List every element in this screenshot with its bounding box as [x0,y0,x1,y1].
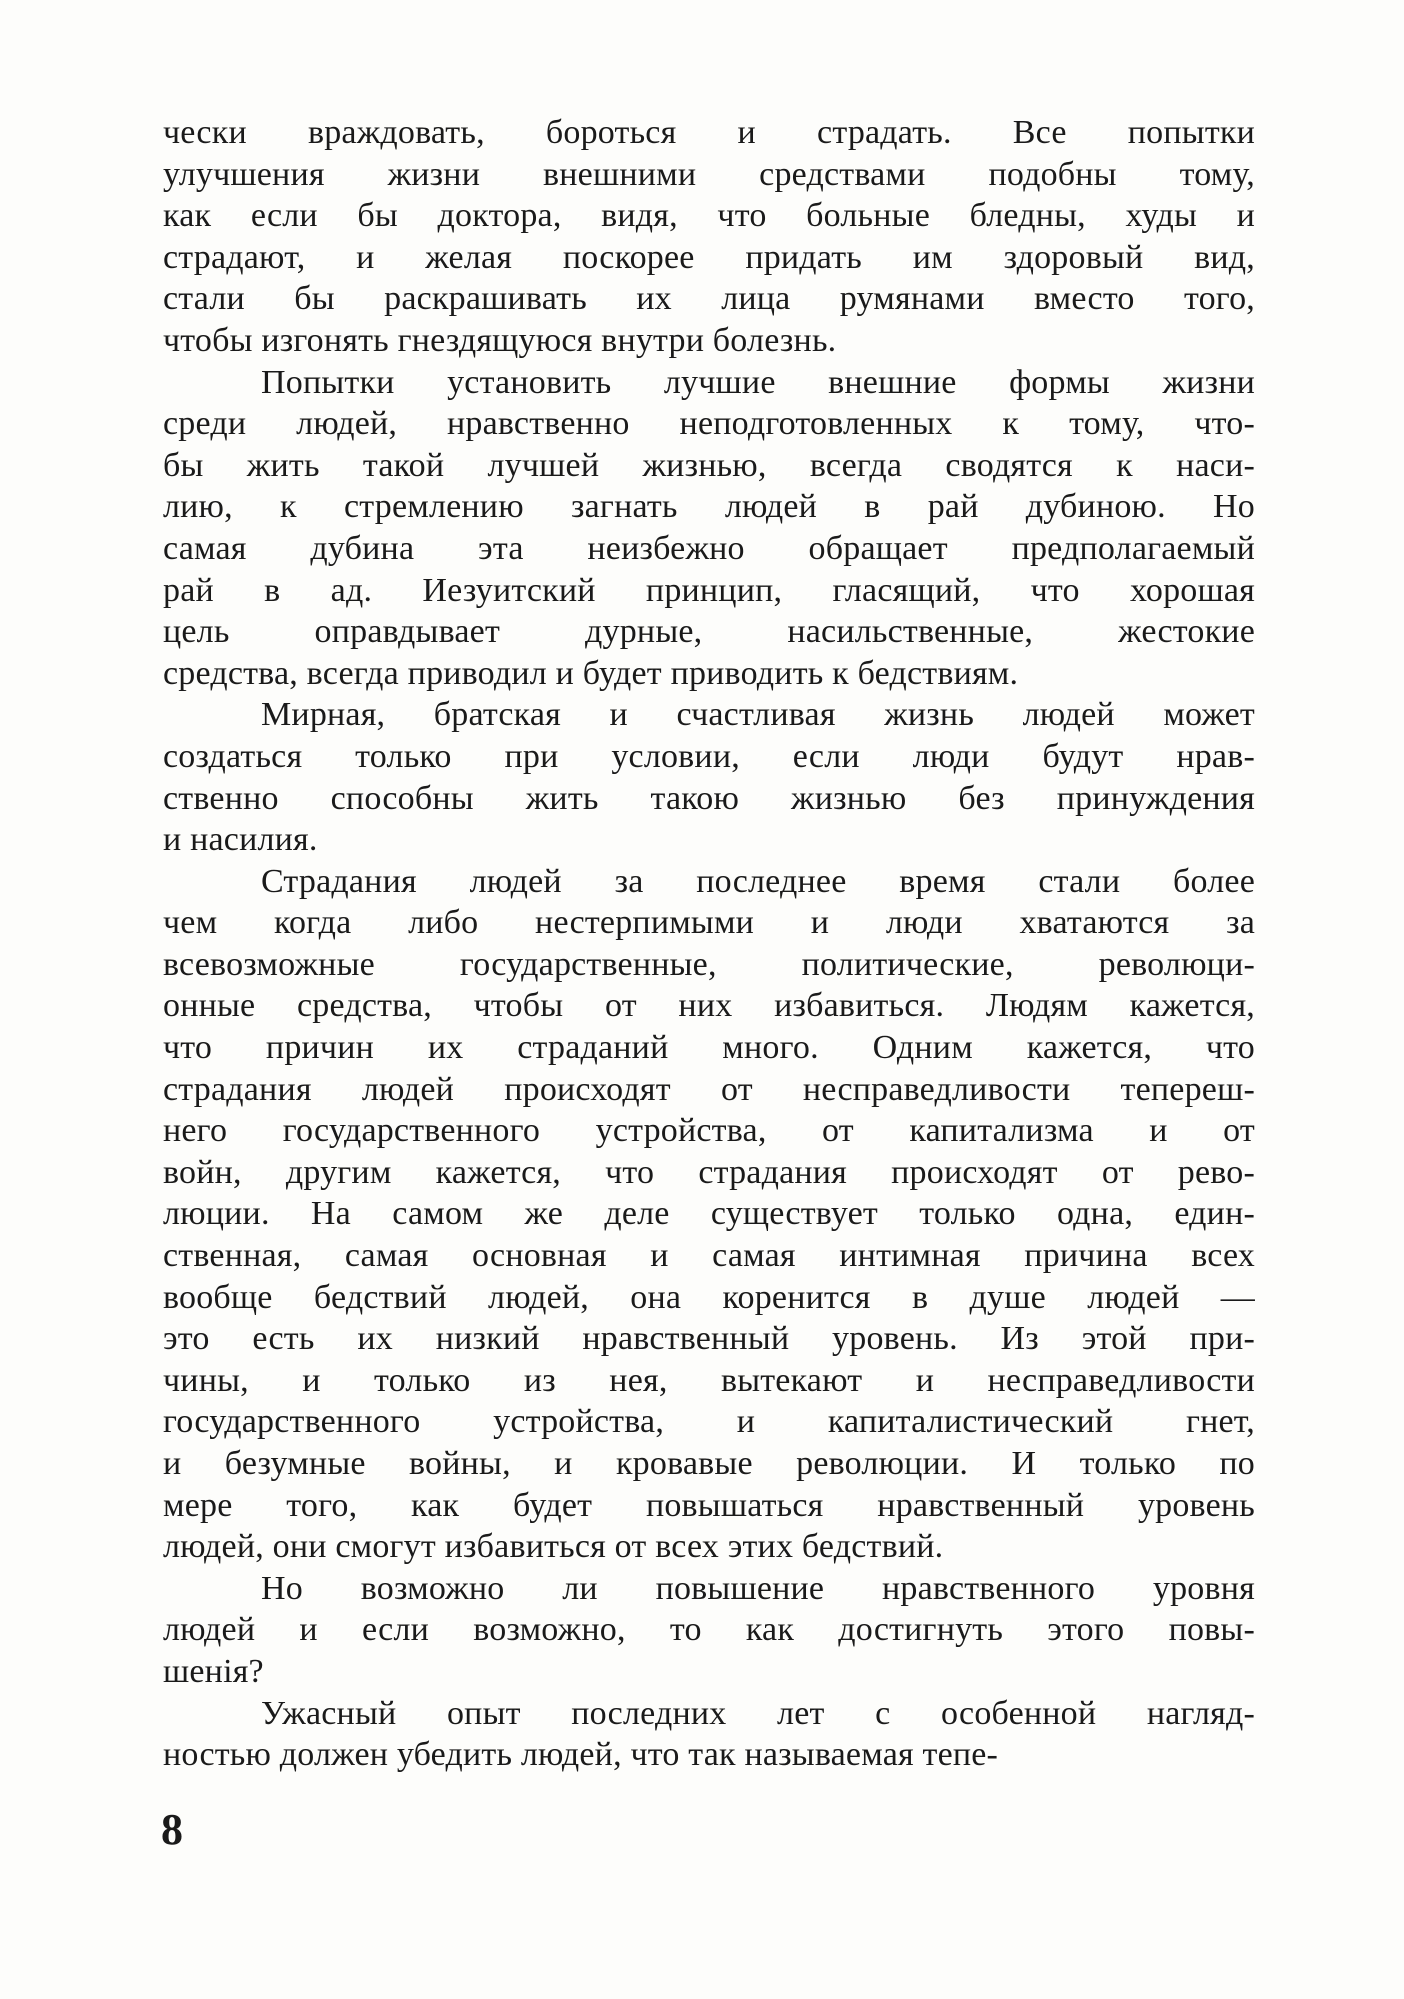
paragraph [163,112,1255,362]
text-line: среди людей, нравственно неподготовленных к тому, что- [163,405,1255,443]
text-line: Попытки установить лучшие внешние формы жизни [261,363,1255,401]
text-line: цель оправдывает дурные, насильственные, жестокие [163,613,1255,651]
text-line: шенiя? [163,1652,264,1690]
text-line: лию, к стремлению загнать людей в рай дубиною. Но [163,488,1255,526]
text-line: страдают, и желая поскорее придать им здоровый вид, [163,238,1255,276]
text-line: Но возможно ли повышение нравственного уровня [261,1569,1255,1607]
paragraph [163,362,1255,695]
text-line: Ужасный опыт последних лет с особенной нагляд- [261,1694,1255,1732]
text-line: средства, всегда приводил и будет приводить к бедствиям. [163,654,1019,692]
paragraph [163,861,1255,1568]
text-line: это есть их низкий нравственный уровень. Из этой при- [163,1320,1255,1358]
page-number: 8 [161,1805,183,1854]
text-line: вообще бедствий людей, она коренится в душе людей — [163,1278,1255,1316]
text-line: мере того, как будет повышаться нравственный уровень [163,1486,1255,1524]
text-line: Страдания людей за последнее время стали более [261,862,1255,900]
text-line: чески враждовать, бороться и страдать. Все попытки [163,114,1255,151]
text-line: стали бы раскрашивать их лица румянами вместо того, [163,280,1255,318]
text-line: ностью должен убедить людей, что так называемая тепе- [163,1736,999,1774]
text-line: ственно способны жить такою жизнью без принуждения [163,779,1255,817]
text-line: страдания людей происходят от несправедливости тепереш- [163,1070,1255,1108]
text-line: рай в ад. Иезуитский принцип, гласящий, что хорошая [163,571,1255,609]
text-line: улучшения жизни внешними средствами подобны тому, [163,155,1255,193]
text-line: создаться только при условии, если люди будут нрав- [163,737,1255,775]
text-line: самая дубина эта неизбежно обращает предполагаемый [163,529,1255,567]
text-line: чем когда либо нестерпимыми и люди хватаются за [163,904,1255,942]
text-line: него государственного устройства, от капитализма и от [163,1112,1255,1150]
text-line: Мирная, братская и счастливая жизнь людей может [261,696,1255,734]
text-line: что причин их страданий много. Одним кажется, что [163,1029,1255,1067]
text-line: людей и если возможно, то как достигнуть этого повы- [163,1611,1255,1649]
text-line: люции. На самом же деле существует только одна, един- [163,1195,1255,1233]
text-line: и насилия. [163,821,318,859]
paragraph [163,1693,1255,1776]
text-line: как если бы доктора, видя, что больные бледны, худы и [163,197,1255,235]
text-line: и безумные войны, и кровавые революции. И только по [163,1445,1255,1482]
text-line: людей, они смогут избавиться от всех этих бедствий. [163,1528,944,1566]
text-line: онные средства, чтобы от них избавиться. Людям кажется, [163,987,1255,1025]
text-line: всевозможные государственные, политические, революци- [163,945,1255,983]
paragraph [163,694,1255,860]
text-line: бы жить такой лучшей жизнью, всегда сводятся к наси- [163,446,1255,484]
text-line: чины, и только из нея, вытекают и несправедливости [163,1361,1255,1399]
body-text [163,112,1255,1776]
text-line: государственного устройства, и капиталистический гнет, [163,1403,1255,1441]
text-line: войн, другим кажется, что страдания происходят от рево- [163,1153,1255,1191]
text-line: чтобы изгонять гнездящуюся внутри болезнь. [163,321,837,359]
paragraph [163,1568,1255,1693]
text-line: ственная, самая основная и самая интимная причина всех [163,1237,1255,1275]
